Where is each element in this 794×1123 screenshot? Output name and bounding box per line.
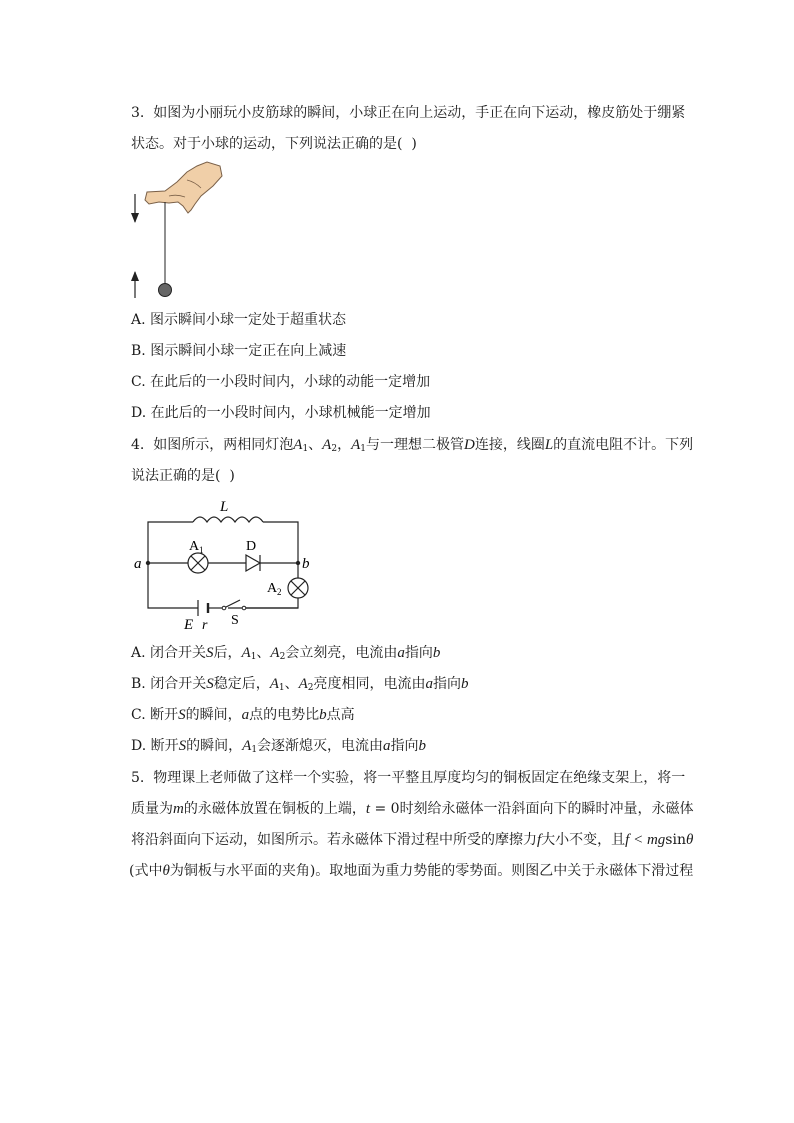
label-r: r bbox=[202, 618, 208, 633]
q3-stem-line1: 3. 如图为小丽玩小皮筋球的瞬间，小球正在向上运动，手正在向下运动，橡皮筋处于绷紧 bbox=[131, 105, 686, 121]
q3-option-d: D. 在此后的一小段时间内，小球机械能一定增加 bbox=[131, 405, 431, 421]
label-A2-sub: 2 bbox=[277, 587, 282, 597]
q4-option-a: A. 闭合开关S后，$A_1$、$A_2$会立刻亮，电流由a指向b bbox=[131, 645, 441, 662]
label-a: a bbox=[134, 556, 142, 572]
q4-option-c: C. 断开S的瞬间，a点的电势比b点高 bbox=[131, 707, 355, 723]
node-a bbox=[146, 561, 150, 565]
label-A1-sub: 1 bbox=[199, 545, 204, 555]
label-b: b bbox=[302, 556, 310, 572]
lamp-a1-icon bbox=[188, 553, 208, 573]
label-A2: A bbox=[267, 581, 278, 596]
node-b bbox=[296, 561, 300, 565]
lamp-a2-icon bbox=[288, 578, 308, 598]
q5-line4: (式中θ为铜板与水平面的夹角)。取地面为重力势能的零势面。则图乙中关于永磁体下滑过程 bbox=[129, 863, 694, 879]
q3-stem-line2: 状态。对于小球的运动，下列说法正确的是( ) bbox=[131, 136, 417, 152]
q4-circuit-diagram bbox=[128, 492, 318, 634]
q5-line1: 5. 物理课上老师做了这样一个实验，将一平整且厚度均匀的铜板固定在绝缘支架上，将一 bbox=[131, 770, 686, 786]
q3-option-a: A. 图示瞬间小球一定处于超重状态 bbox=[131, 312, 347, 328]
q3-option-b: B. 图示瞬间小球一定正在向上减速 bbox=[131, 343, 347, 359]
q5-line2: 质量为m的永磁体放置在铜板的上端，t = 0时刻给永磁体一沿斜面向下的瞬时冲量，永磁体 bbox=[131, 801, 694, 817]
label-A1: A bbox=[189, 539, 200, 554]
q5-line3: 将沿斜面向下运动，如图所示。若永磁体下滑过程中所受的摩擦力f大小不变，且f < mgsinθ bbox=[131, 832, 694, 848]
label-L: L bbox=[220, 499, 229, 515]
q3-ball-hand-figure bbox=[125, 160, 230, 302]
ball-icon bbox=[159, 284, 172, 297]
label-D: D bbox=[246, 539, 257, 554]
inductor-icon bbox=[193, 517, 263, 522]
label-S: S bbox=[231, 613, 239, 628]
switch-icon bbox=[222, 606, 226, 610]
q4-option-d: D. 断开S的瞬间，$A_1$会逐渐熄灭，电流由a指向b bbox=[131, 738, 427, 755]
label-E: E bbox=[184, 617, 194, 633]
q3-option-c: C. 在此后的一小段时间内，小球的动能一定增加 bbox=[131, 374, 431, 390]
diode-icon bbox=[246, 555, 260, 571]
q4-stem-line1: 4. 如图所示，两相同灯泡$A_1$、$A_2$，$A_1$与一理想二极管D连接，线圈L的直流电阻不计。下列 bbox=[131, 437, 694, 454]
hand-icon bbox=[145, 162, 222, 213]
q4-option-b: B. 闭合开关S稳定后，$A_1$、$A_2$亮度相同，电流由a指向b bbox=[131, 676, 469, 693]
q4-stem-line2: 说法正确的是( ) bbox=[131, 468, 235, 484]
battery-icon bbox=[198, 600, 208, 616]
